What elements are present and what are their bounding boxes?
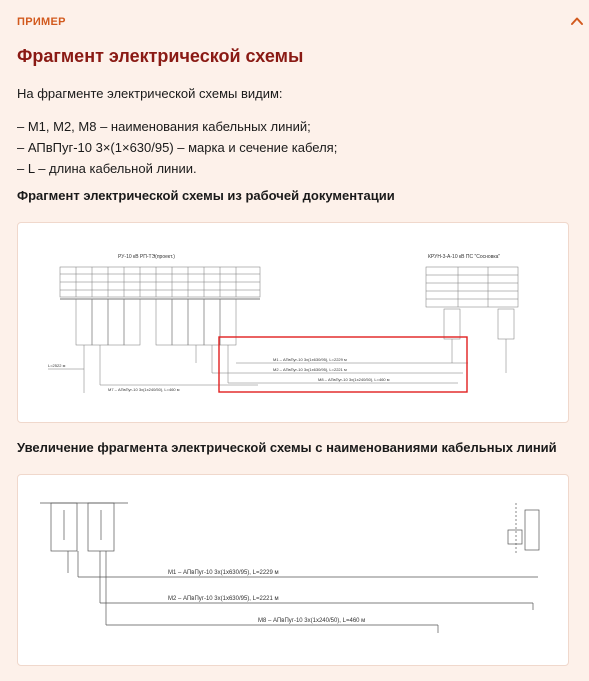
section-title: Фрагмент электрической схемы [17, 46, 304, 66]
right-panel-title: КРУН-3-А-10 кВ ПС "Сосновка" [428, 254, 501, 260]
legend-list [17, 116, 337, 179]
schematic-zoom-figure [17, 474, 569, 666]
cable-line-label: М8 – АПвПуг-10 3х(1х240/50), L=460 м [318, 377, 390, 382]
highlight-frame [219, 337, 467, 392]
left-panel-title: РУ-10 кВ РП-ТЭ(проект.) [118, 254, 175, 260]
list-item: – М1, М2, М8 – наименования кабельных линий; [17, 119, 311, 134]
figure2-caption: Увеличение фрагмента электрической схемы с наименованиями кабельных линий [17, 440, 557, 455]
figure1-caption: Фрагмент электрической схемы из рабочей документации [17, 188, 395, 203]
list-item: – АПвПуг-10 3×(1×630/95) – марка и сечение кабеля; [17, 140, 338, 155]
cable-line-m2: М2 – АПвПуг-10 3х(1х630/95), L=2221 м [168, 596, 279, 602]
cable-line-label: М1 – АПвПуг-10 3х(1х630/95), L=2229 м [273, 357, 347, 362]
cable-line-label: М2 – АПвПуг-10 3х(1х630/95), L=2221 м [273, 367, 347, 372]
list-item: – L – длина кабельной линии. [17, 161, 197, 176]
schematic-figure [17, 222, 569, 423]
schematic-drawing [18, 223, 568, 422]
left-note: L=2522 м [48, 363, 66, 368]
cable-line-m1: М1 – АПвПуг-10 3х(1х630/95), L=2229 м [168, 570, 279, 576]
cable-line-label: М7 – АПвПуг-10 3х(1х240/50), L=460 м [108, 387, 180, 392]
cable-line-m8: М8 – АПвПуг-10 3х(1х240/50), L=460 м [258, 618, 366, 624]
intro-text: На фрагменте электрической схемы видим: [17, 86, 283, 101]
chevron-up-icon[interactable] [570, 14, 584, 28]
schematic-zoom-drawing [18, 475, 568, 665]
example-label: ПРИМЕР [17, 16, 66, 28]
